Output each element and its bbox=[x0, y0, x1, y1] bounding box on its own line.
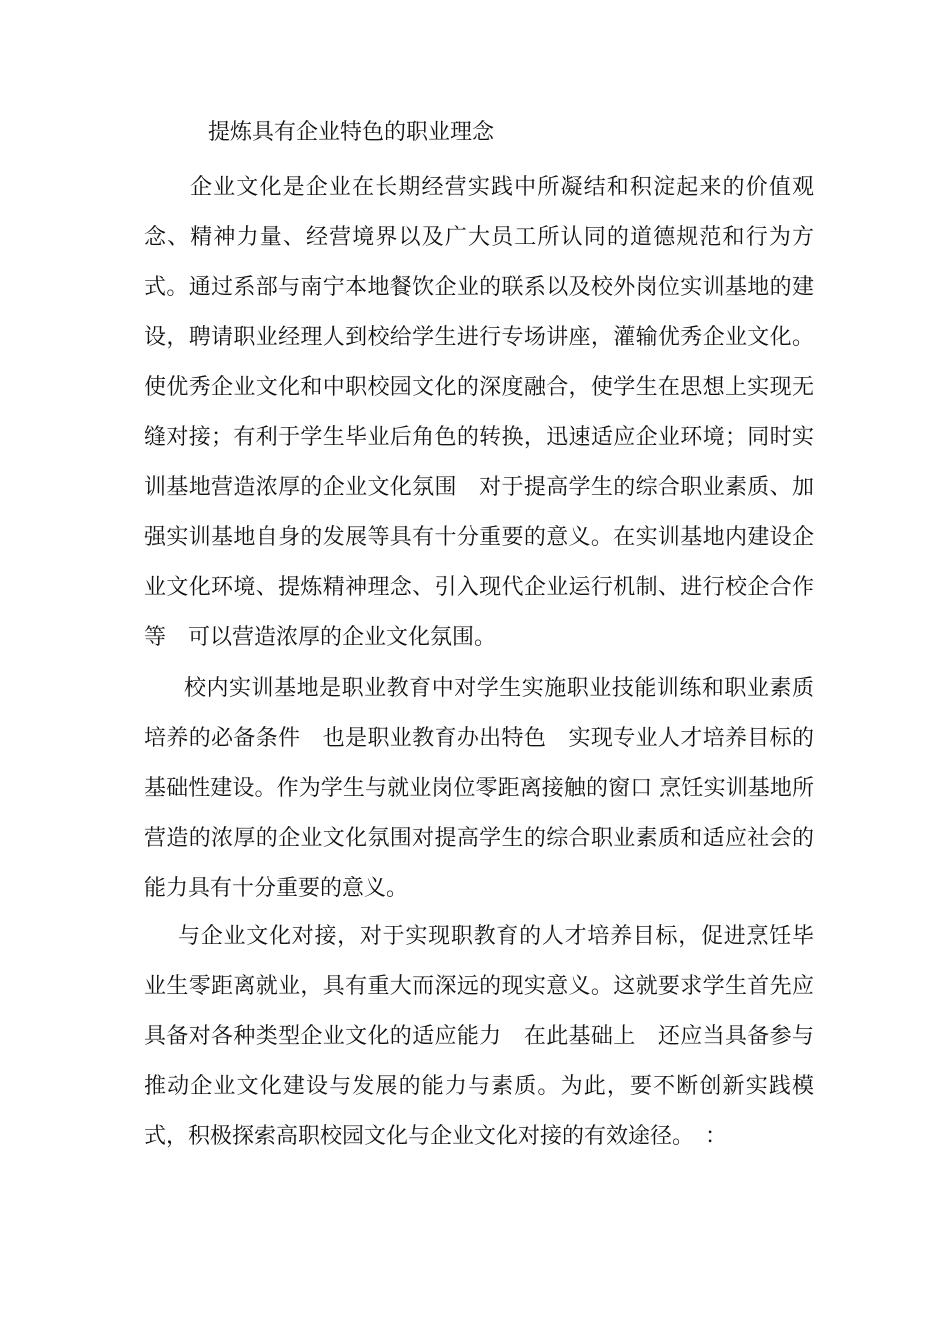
paragraph-enterprise-culture: 企业文化是企业在长期经营实践中所凝结和积淀起来的价值观念、精神力量、经营境界以及广大员工所认同的道德规范和行为方式。通过系部与南宁本地餐饮企业的联系以及校外岗位实训基地的建设，聘请职业经理人到校给学生进行专场讲座，灌输优秀企业文化。使优秀企业文化和中职校园文化的深度融合，使学生在思想上实现无缝对接；有利于学生毕业后角色的转换，迅速适应企业环境；同时实训基地营造浓厚的企业文化氛围 对于提高学生的综合职业素质、加强实训基地自身的发展等具有十分重要的意义。在实训基地内建设企业文化环境、提炼精神理念、引入现代企业运行机制、进行校企合作等 可以营造浓厚的企业文化氛围。 bbox=[144, 175, 814, 650]
section-heading: 提炼具有企业特色的职业理念 bbox=[208, 120, 495, 145]
paragraph-training-base: 校内实训基地是职业教育中对学生实施职业技能训练和职业素质培养的必备条件 也是职业教育办出特色 实现专业人才培养目标的基础性建设。作为学生与就业岗位零距离接触的窗口 烹饪实训基地所营造的浓厚的企业文化氛围对提高学生的综合职业素质和适应社会的能力具有十分重要的意义。 bbox=[144, 676, 814, 901]
paragraph-culture-docking: 与企业文化对接，对于实现职教育的人才培养目标，促进烹饪毕业生零距离就业，具有重大而深远的现实意义。这就要求学生首先应具备对各种类型企业文化的适应能力 在此基础上 还应当具备参与推动企业文化建设与发展的能力与素质。为此，要不断创新实践模式，积极探索高职校园文化与企业文化对接的有效途径。 ： bbox=[144, 924, 814, 1149]
